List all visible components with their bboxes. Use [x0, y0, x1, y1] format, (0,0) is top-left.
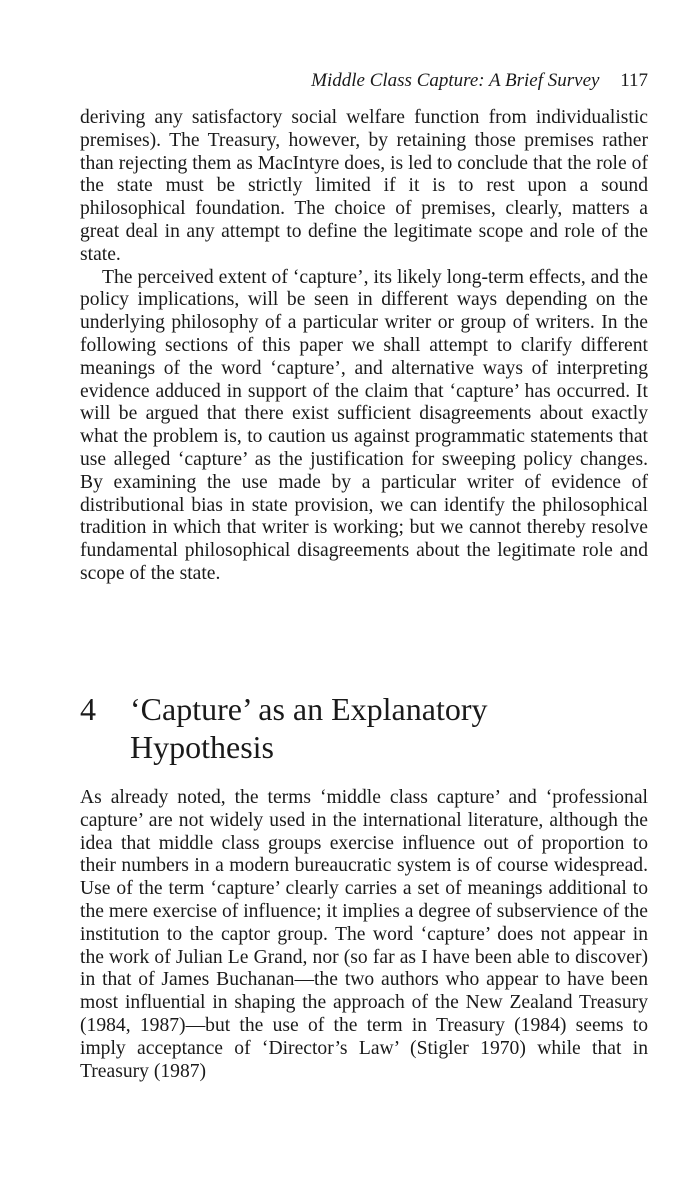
running-head-title: Middle Class Capture: A Brief Survey — [311, 70, 600, 91]
paragraph-capture-perceived: The perceived extent of ‘capture’, its likely long-term effects, and the policy implications, will be seen in different ways depending on the underlying philosophy of a particular writer or group of writers. In the following sections of this paper we shall attempt to clarify different meanings of the word ‘capture’, and alternative ways of interpreting evidence adduced in support of the claim that ‘capture’ has occurred. It will be argued that there exist sufficient disagreements about exactly what the problem is, to caution us against programmatic statements that use alleged ‘capture’ as the justification for sweeping policy changes. By examining the use made by a particular writer of evidence of distributional bias in state provision, we can identify the philosophical tradition in which that writer is working; but we cannot thereby resolve fundamental philosophical disagreements about the legitimate role and scope of the state. — [80, 266, 648, 584]
body-text-bottom — [80, 787, 648, 1083]
section-heading — [80, 690, 648, 766]
page-number: 117 — [620, 70, 648, 91]
body-text-top — [80, 107, 648, 586]
section-number: 4 — [80, 691, 96, 727]
running-head — [311, 70, 648, 92]
section-title: ‘Capture’ as an Explanatory Hypothesis — [130, 691, 488, 765]
paragraph-already-noted: As already noted, the terms ‘middle class capture’ and ‘professional capture’ are not widely used in the international literature, although the idea that middle class groups exercise influence out of proportion to their numbers in a modern bureaucratic system is of course widespread. Use of the term ‘capture’ clearly carries a set of meanings additional to the mere exercise of influence; it implies a degree of subservience of the institution to the captor group. The word ‘capture’ does not appear in the work of Julian Le Grand, nor (so far as I have been able to discover) in that of James Buchanan—the two authors who appear to have been most influential in shaping the approach of the New Zealand Treasury (1984, 1987)—but the use of the term in Treasury (1984) seems to imply acceptance of ‘Director’s Law’ (Stigler 1970) while that in Treasury (1987) — [80, 787, 648, 1082]
paragraph-continued: deriving any satisfactory social welfare function from individualistic premises). The Treasury, however, by retaining those premises rather than rejecting them as MacIntyre does, is led to conclude that the role of the state must be strictly limited if it is to rest upon a sound philosophical foundation. The choice of premises, clearly, matters a great deal in any attempt to define the legitimate scope and role of the state. — [80, 107, 648, 265]
